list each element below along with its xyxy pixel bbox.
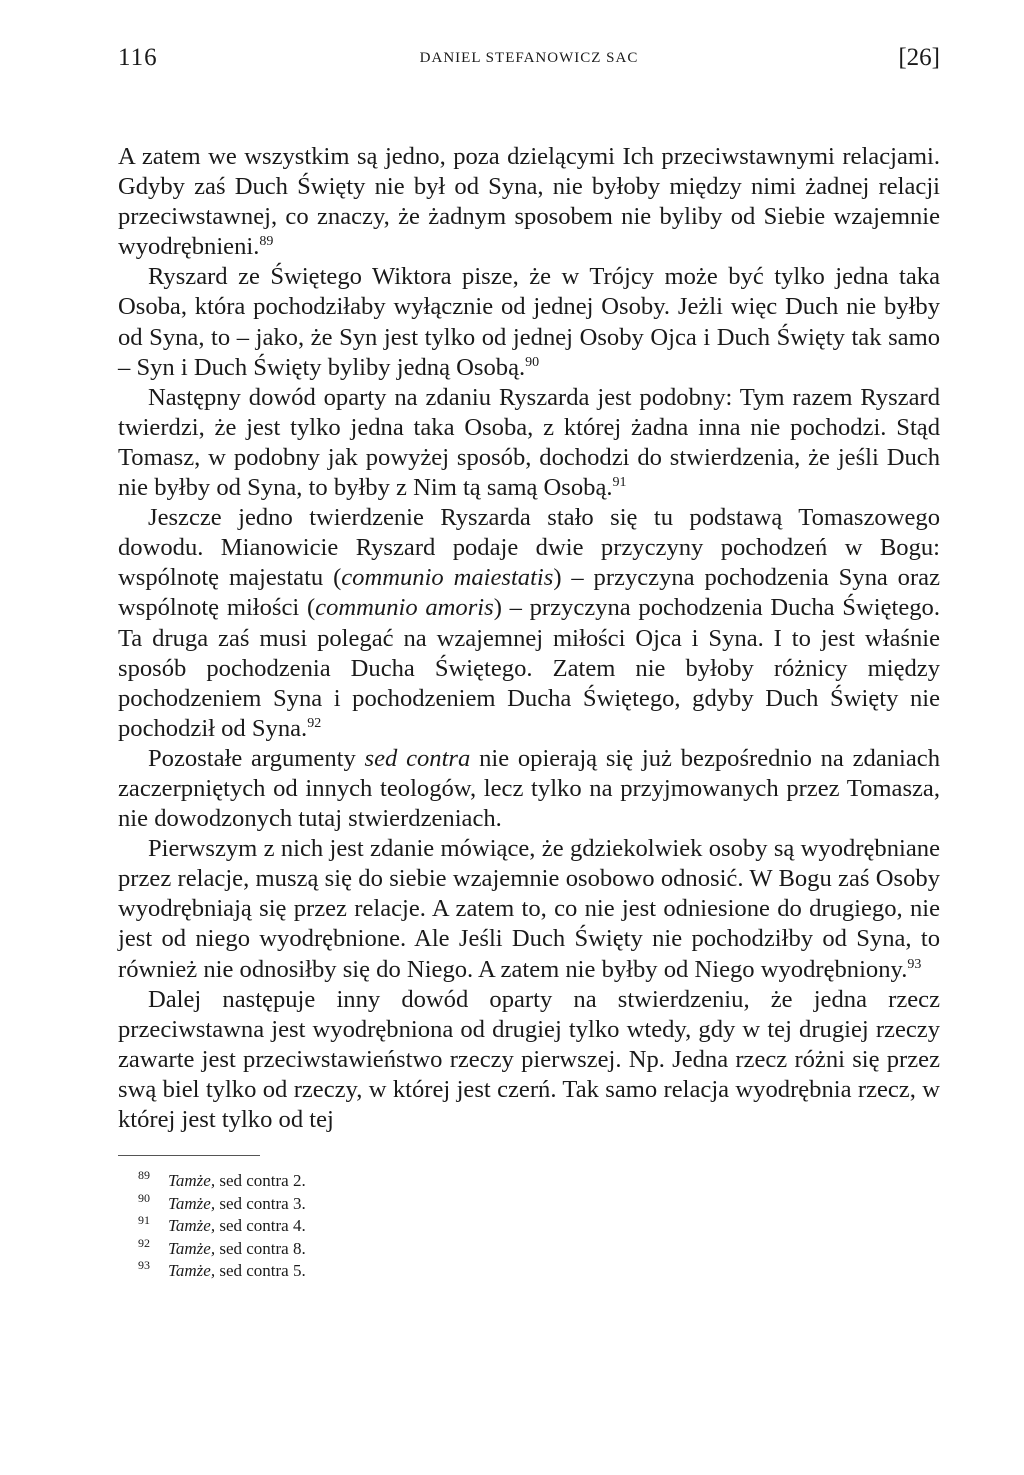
footnote: 90 Tamże, sed contra 3. [138,1190,306,1213]
paragraph-4 [118,503,940,744]
paragraph-1 [118,142,940,262]
footnote-text: sed contra 3. [215,1193,306,1213]
paragraph-text: A zatem we wszystkim są jedno, poza dzielącymi Ich przeciwstawnymi relacjami. Gdyby zaś Duch Święty nie był od Syna, nie byłoby między nimi żadnej relacji przeciwstawnej, co znaczy, że żadnym sposobem nie byliby od Siebie wzajemnie wyodrębnieni. [118,143,940,261]
footnote: 92 Tamże, sed contra 8. [138,1235,306,1258]
body-text [118,142,940,1135]
footnote-text: sed contra 4. [215,1216,306,1236]
paragraph-text: Pozostałe argumenty [148,744,365,772]
footnote-ref[interactable]: 89 [259,234,274,250]
footnote-ref[interactable]: 91 [612,474,627,490]
paragraph-3 [118,383,940,503]
footnote-source: Tamże, [168,1216,216,1236]
paragraph-text: Ryszard ze Świętego Wiktora pisze, że w Trójcy może być tylko jedna taka Osoba, która pochodziłaby wyłącznie od jednej Osoby. Jeżli więc Duch nie byłby od Syna, to – jako, że Syn jest tylko od jednej Osoby Ojca i Duch Święty tak samo – Syn i Duch Święty byliby jedną Osobą. [118,263,940,381]
latin-term: communio amoris [315,594,494,622]
section-number: [26] [898,44,940,71]
paragraph-text: ) – przyczyna pochodzenia Ducha Świętego. Ta druga zaś musi polegać na wzajemnej miłości Ojca i Syna. I to jest właśnie sposób pochodzenia Ducha Świętego. Zatem nie byłoby różnicy między pochodzeniem Syna i pochodzeniem Ducha Świętego, gdyby Duch Święty nie pochodził od Syna. [118,594,940,742]
paragraph-text: Pierwszym z nich jest zdanie mówiące, że gdziekolwiek osoby są wyodrębniane przez relacje, muszą się do siebie wzajemnie osobowo odnosić. W Bogu zaś Osoby wyodrębniają się przez relacje. A zatem to, co nie jest odniesione do drugiego, nie jest od niego wyodrębnione. Ale Jeśli Duch Święty nie pochodziłby od Syna, to również nie odnosiłby się do Niego. A zatem nie byłby od Niego wyodrębniony. [118,835,940,983]
footnote-source: Tamże, [168,1261,216,1281]
book-page [118,44,940,1283]
footnote-ref[interactable]: 90 [525,354,540,370]
footnote-text: sed contra 8. [215,1238,306,1258]
paragraph-5 [118,744,940,834]
footnote-ref[interactable]: 93 [907,956,922,972]
latin-term: sed contra [364,744,471,772]
footnote: 91 Tamże, sed contra 4. [138,1213,306,1236]
footnote-source: Tamże, [168,1171,216,1191]
footnote-text: sed contra 5. [215,1261,306,1281]
footnote-source: Tamże, [168,1238,216,1258]
page-number: 116 [118,44,158,71]
paragraph-2 [118,262,940,382]
footnote-ref[interactable]: 92 [307,715,322,731]
paragraph-text: Jeszcze jedno twierdzenie Ryszarda stało się tu podstawą Tomaszowego dowodu. Mianowicie Ryszard podaje dwie przyczyny pochodzeń w Bogu: wspólnotę majestatu ( [118,504,940,592]
paragraph-text: Następny dowód oparty na zdaniu Ryszarda jest podobny: Tym razem Ryszard twierdzi, że jest tylko jedna taka Osoba, z której żadna inna nie pochodzi. Stąd Tomasz, w podobny jak powyżej sposób, dochodzi do stwierdzenia, że jeśli Duch nie byłby od Syna, to byłby z Nim tą samą Osobą. [118,383,940,502]
paragraph-text: Dalej następuje inny dowód oparty na stwierdzeniu, że jedna rzecz przeciwstawna jest wyodrębniona od drugiej tylko wtedy, gdy w tej drugiej rzeczy zawarte jest przeciwstawieństwo rzeczy pierwszej. Np. Jedna rzecz różni się przez swą biel tylko od rzeczy, w której jest czerń. Tak samo relacja wyodrębnia rzecz, w której jest tylko od tej [118,985,940,1133]
footnote: 93 Tamże, sed contra 5. [138,1258,306,1281]
paragraph-text: nie opierają się już bezpośrednio na zdaniach zaczerpniętych od innych teologów, lecz tylko na przyjmowanych przez Tomasza, nie dowodzonych tutaj stwierdzeniach. [118,744,940,833]
paragraph-text: ) – przyczyna pochodzenia Syna oraz wspólnotę miłości ( [118,564,940,622]
footnote-source: Tamże, [168,1193,216,1213]
footnote: 89 Tamże, sed contra 2. [138,1168,306,1191]
paragraph-7 [118,985,940,1135]
running-title: DANIEL STEFANOWICZ SAC [419,50,639,66]
paragraph-6 [118,834,940,984]
footnote-text: sed contra 2. [215,1171,306,1191]
footnote-divider [118,1155,260,1156]
footnotes [138,1170,940,1283]
latin-term: communio maiestatis [341,564,554,592]
page-header [118,44,940,84]
